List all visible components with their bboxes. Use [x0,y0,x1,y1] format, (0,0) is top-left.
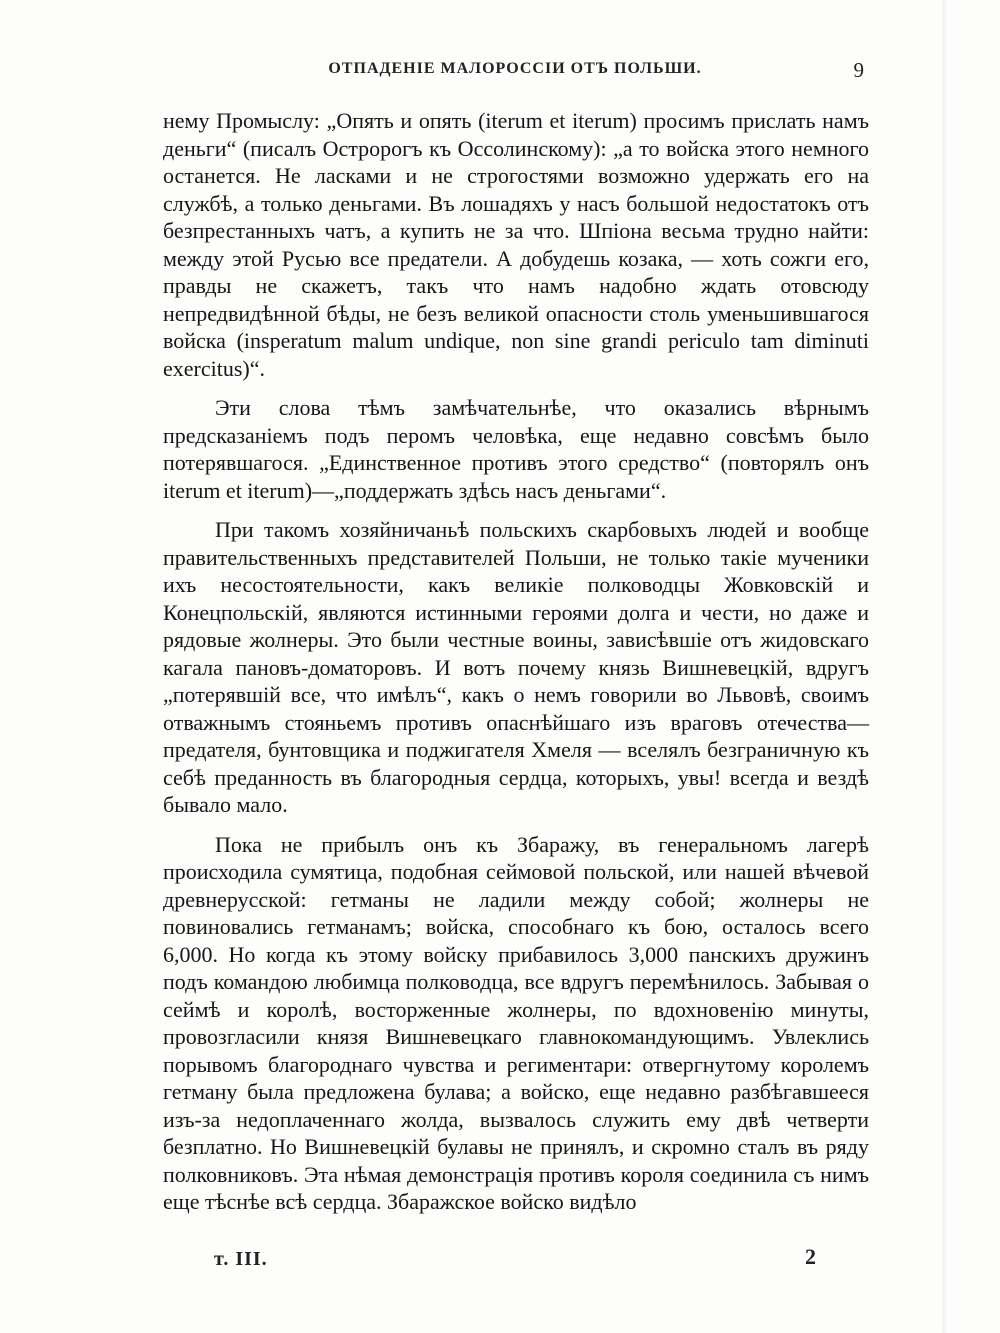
paragraph-continued: нему Промыслу: „Опять и опять (iterum et iterum) просимъ прислать намъ деньги“ (писалъ Остророгъ къ Оссолинскому): „а то войска этого немного останется. Не ласками и не строгостями возможно удержать его на службѣ, а только деньгами. Въ лошадяхъ у насъ большой недостатокъ отъ безпрестанныхъ чатъ, а купить не за что. Шпіона весьма трудно найти: между этой Русью все предатели. А добудешь козака, — хоть сожги его, правды не скажетъ, такъ что намъ надобно ждать отовсюду непредвидѣнной бѣды, не безъ великой опасности столь уменьшившагося войска (insperatum malum undique, non sine grandi periculo tam diminuti exercitus)“. [163,108,869,381]
page-number: 9 [853,58,864,82]
paragraph: При такомъ хозяйничаньѣ польскихъ скарбовыхъ людей и вообще правительственныхъ представителей Польши, не только такіе мученики ихъ несостоятельности, какъ великіе полководцы Жовковскій и Конецпольскій, являются истинными героями долга и чести, но даже и рядовые жолнеры. Это были честные воины, зависѣвшіе отъ жидовскаго кагала пановъ-доматоровъ. И вотъ почему князь Вишневецкій, вдругъ „потерявшій все, что имѣлъ“, какъ о немъ говорили во Львовѣ, своимъ отважнымъ стояньемъ противъ опаснѣйшаго изъ враговъ отечества—предателя, бунтовщика и поджигателя Хмеля — вселялъ безграничную къ себѣ преданность въ благородныя сердца, которыхъ, увы! всегда и вездѣ бывало мало. [163,517,869,817]
running-title: ОТПАДЕНІЕ МАЛОРОССІИ ОТЪ ПОЛЬШИ. [328,60,702,77]
signature-mark: 2 [805,1244,816,1269]
paragraph: Пока не прибылъ онъ къ Збаражу, въ генеральномъ лагерѣ происходила сумятица, подобная сеймовой польской, или нашей вѣчевой древнерусской: гетманы не ладили между собой; жолнеры не повиновались гетманамъ; войска, способнаго къ бою, осталось всего 6,000. Но когда къ этому войску прибавилось 3,000 панскихъ дружинъ подъ командою любимца полководца, все вдругъ перемѣнилось. Забывая о сеймѣ и королѣ, восторженные жолнеры, по вдохновенію минуты, провозгласили князя Вишневецкаго главнокомандующимъ. Увлеклись порывомъ благороднаго чувства и региментари: отвергнутому королемъ гетману была предложена булава; а войско, еще недавно разбѣгавшееся изъ-за недоплаченнаго жолда, вызвалось служить ему двѣ четверти безплатно. Но Вишневецкій булавы не принялъ, и скромно сталъ въ ряду полковниковъ. Эта нѣмая демонстрація противъ короля соединила съ нимъ еще тѣснѣе всѣ сердца. Збаражское войско видѣло [163,831,869,1214]
body-text [163,107,869,1216]
page-edge-shadow [942,0,948,1333]
page-footer [214,1244,816,1278]
running-head [160,60,870,90]
paragraph: Эти слова тѣмъ замѣчательнѣе, что оказались вѣрнымъ предсказаніемъ подъ перомъ человѣка, еще недавно совсѣмъ было потерявшагося. „Единственное противъ этого средство“ (повторялъ онъ iterum et iterum)—„поддержать здѣсь насъ деньгами“. [163,395,869,503]
volume-mark: т. III. [214,1248,268,1270]
